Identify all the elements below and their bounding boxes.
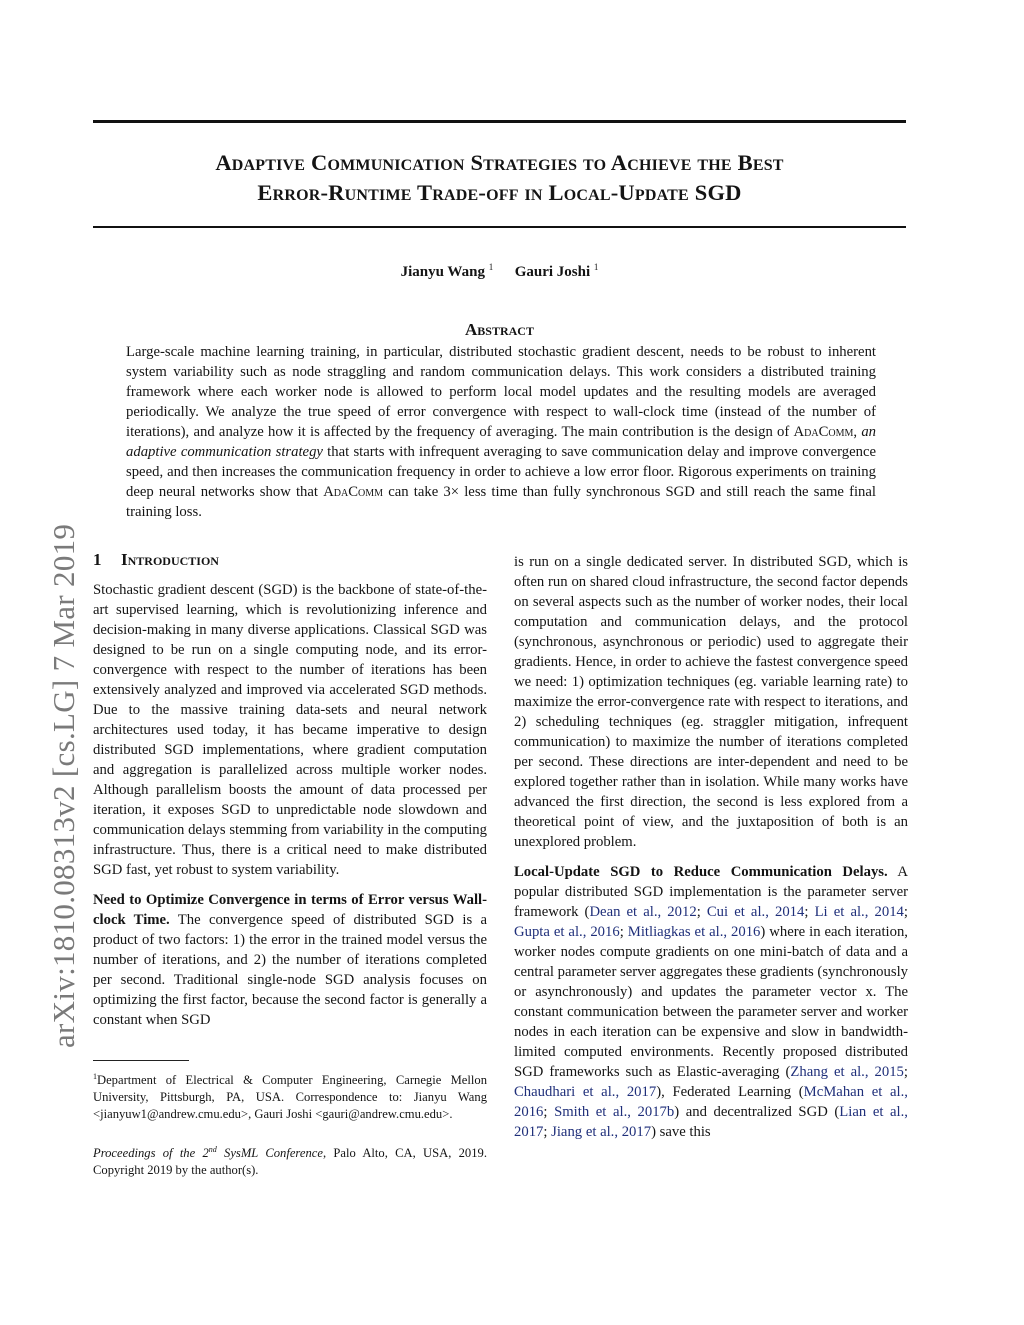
- section-title: Introduction: [121, 550, 219, 569]
- paragraph-text: The convergence speed of distributed SGD is a product of two factors: 1) the error in the trained model versus the number of iterations, and 2) the number of iterations completed per second. Traditional single-node SGD analysis focuses on optimizing the first factor, because the second factor is generally a constant when SGD: [93, 912, 487, 1028]
- title-line-1: Adaptive Communication Strategies to Achieve the Best: [215, 150, 784, 175]
- abstract-text: that starts with infrequent averaging to save communication delay and improve convergence speed, and then increases the communication frequency in order to achieve a low error floor. Rigorous experiments on training deep neural networks show that: [126, 444, 877, 500]
- citation-link[interactable]: Dean et al., 2012: [589, 904, 697, 920]
- section-number: 1: [93, 550, 102, 569]
- citation-link[interactable]: Smith et al., 2017b: [554, 1104, 675, 1120]
- footnote-mark: 1: [93, 1072, 97, 1081]
- proceedings-rest: , Palo Alto, CA, USA, 2019. Copyright 2019 by the author(s).: [93, 1146, 487, 1178]
- paragraph: [93, 890, 487, 1030]
- citation-link[interactable]: Mitliagkas et al., 2016: [627, 924, 761, 940]
- right-column: [514, 552, 908, 1152]
- paragraph: is run on a single dedicated server. In distributed SGD, which is often run on shared cloud infrastructure, the second factor depends on several aspects such as the number of worker nodes, their local computation and communication delays, and the protocol (synchronous, asynchronous or periodic) used to aggregate their gradients. Hence, in order to achieve the fastest convergence speed we need: 1) optimization techniques (eg. variable learning rate) to maximize the error-convergence rate with respect to iterations, and 2) scheduling techniques (eg. straggler mitigation, infrequent communication) to maximize the number of iterations completed per second. These directions are inter-dependent and need to be explored together rather than in isolation. While many works have advanced the first direction, the second is less explored from a theoretical point of view, and the juxtaposition of both is an unexplored problem.: [514, 554, 908, 850]
- paragraph-text: ;: [903, 1064, 908, 1080]
- citation-link[interactable]: McMahan et al., 2016: [514, 1084, 908, 1120]
- author-name: Jianyu Wang: [400, 264, 485, 280]
- paragraph-text: A popular distributed SGD implementation is the parameter server framework (: [514, 864, 909, 920]
- paragraph-text: ;: [903, 904, 908, 920]
- paragraph-text: ;: [619, 924, 628, 940]
- paragraph-text: ) save this: [651, 1124, 711, 1140]
- citation-link[interactable]: Chaudhari et al., 2017: [514, 1084, 657, 1100]
- citation-link[interactable]: Cui et al., 2014: [706, 904, 805, 920]
- abstract-body: [126, 342, 876, 522]
- paragraph-text: ;: [543, 1104, 555, 1120]
- abstract-text: can take 3× less time than fully synchronous SGD and still reach the same final training loss.: [126, 484, 876, 520]
- proceedings-text: SysML Conference: [216, 1146, 323, 1161]
- paragraph-text: ;: [696, 904, 707, 920]
- footnote-text: Department of Electrical & Computer Engineering, Carnegie Mellon University, Pittsburgh, PA, USA. Correspondence to: Jianyu Wang <jianyuw1@andrew.cmu.edu>, Gauri Joshi <gauri@andrew.cmu.edu>.: [93, 1073, 487, 1122]
- title-bottom-rule: [93, 226, 906, 228]
- title-top-rule: [93, 120, 906, 123]
- affiliation-mark: 1: [593, 262, 599, 272]
- method-name: AdaComm: [323, 484, 384, 500]
- citation-link[interactable]: Gupta et al., 2016: [514, 924, 620, 940]
- footnote-rule: [93, 1060, 189, 1061]
- paragraph-text: ) where in each iteration, worker nodes compute gradients on one mini-batch of data and a central parameter server aggregates these gradients (synchronously or asynchronously) and updates the parameter vector x. The constant communication between the parameter server and worker nodes in each iteration can be expensive and slow in bandwidth-limited computed environments. Recently proposed distributed SGD frameworks such as Elastic-averaging (: [514, 924, 908, 1080]
- proceedings-name: [93, 1146, 323, 1160]
- abstract-text: ,: [853, 424, 862, 440]
- abstract-heading: Abstract: [465, 320, 534, 339]
- arxiv-side-stamp: arXiv:1810.08313v2 [cs.LG] 7 Mar 2019: [46, 523, 81, 1048]
- paragraph-text: ;: [543, 1124, 552, 1140]
- affiliation-footnote: [93, 1068, 487, 1123]
- paper-title: [93, 148, 906, 208]
- citation-link[interactable]: Lian et al., 2017: [514, 1104, 908, 1140]
- affiliation-mark: 1: [488, 262, 494, 272]
- paragraph-text: ) and decentralized SGD (: [674, 1104, 840, 1120]
- section-heading: [93, 550, 487, 570]
- paragraph-heading: Need to Optimize Convergence in terms of Error versus Wall-clock Time.: [93, 892, 487, 928]
- paragraph: Stochastic gradient descent (SGD) is the backbone of state-of-the-art supervised learning, which is revolutionizing inference and decision-making in many diverse applications. Classical SGD was designed to be run on a single computing node, and its error-convergence with respect to the number of iterations has been extensively analyzed and improved via accelerated SGD methods. Due to the massive training data-sets and neural network architectures used today, it has became imperative to design distributed SGD implementations, where gradient computation and aggregation is parallelized across multiple worker nodes. Although parallelism boosts the amount of data processed per iteration, it exposes SGD to unpredictable node slowdown and communication delays stemming from variability in the computing infrastructure. Thus, there is a critical need to make distributed SGD fast, yet robust to system variability.: [93, 582, 487, 878]
- title-line-2: Error-Runtime Trade-off in Local-Update SGD: [257, 180, 742, 205]
- abstract-emphasis: an adaptive communication strategy: [126, 424, 877, 460]
- paragraph: [514, 862, 908, 1142]
- method-name: AdaComm: [793, 424, 854, 440]
- proceedings-note: [93, 1141, 487, 1179]
- paragraph-text: ), Federated Learning (: [656, 1084, 804, 1100]
- proceedings-sup: nd: [208, 1145, 217, 1155]
- paragraph-text: ;: [804, 904, 815, 920]
- abstract-text: Large-scale machine learning training, in particular, distributed stochastic gradient descent, needs to be robust to inherent system variability such as node straggling and random communication delays. This work considers a distributed training framework where each worker node is allowed to perform local model updates and the resulting models are averaged periodically. We analyze the true speed of error convergence with respect to wall-clock time (instead of the number of iterations), and analyze how it is affected by the frequency of averaging. The main contribution is the design of: [126, 344, 876, 440]
- author-list: [93, 262, 906, 281]
- citation-link[interactable]: Jiang et al., 2017: [551, 1124, 652, 1140]
- author-name: Gauri Joshi: [514, 264, 591, 280]
- citation-link[interactable]: Li et al., 2014: [814, 904, 904, 920]
- proceedings-text: Proceedings of the 2: [93, 1146, 209, 1161]
- left-column: [93, 550, 487, 1040]
- footnotes: [93, 1068, 487, 1179]
- paragraph-heading: Local-Update SGD to Reduce Communication Delays.: [514, 864, 888, 880]
- citation-link[interactable]: Zhang et al., 2015: [790, 1064, 904, 1080]
